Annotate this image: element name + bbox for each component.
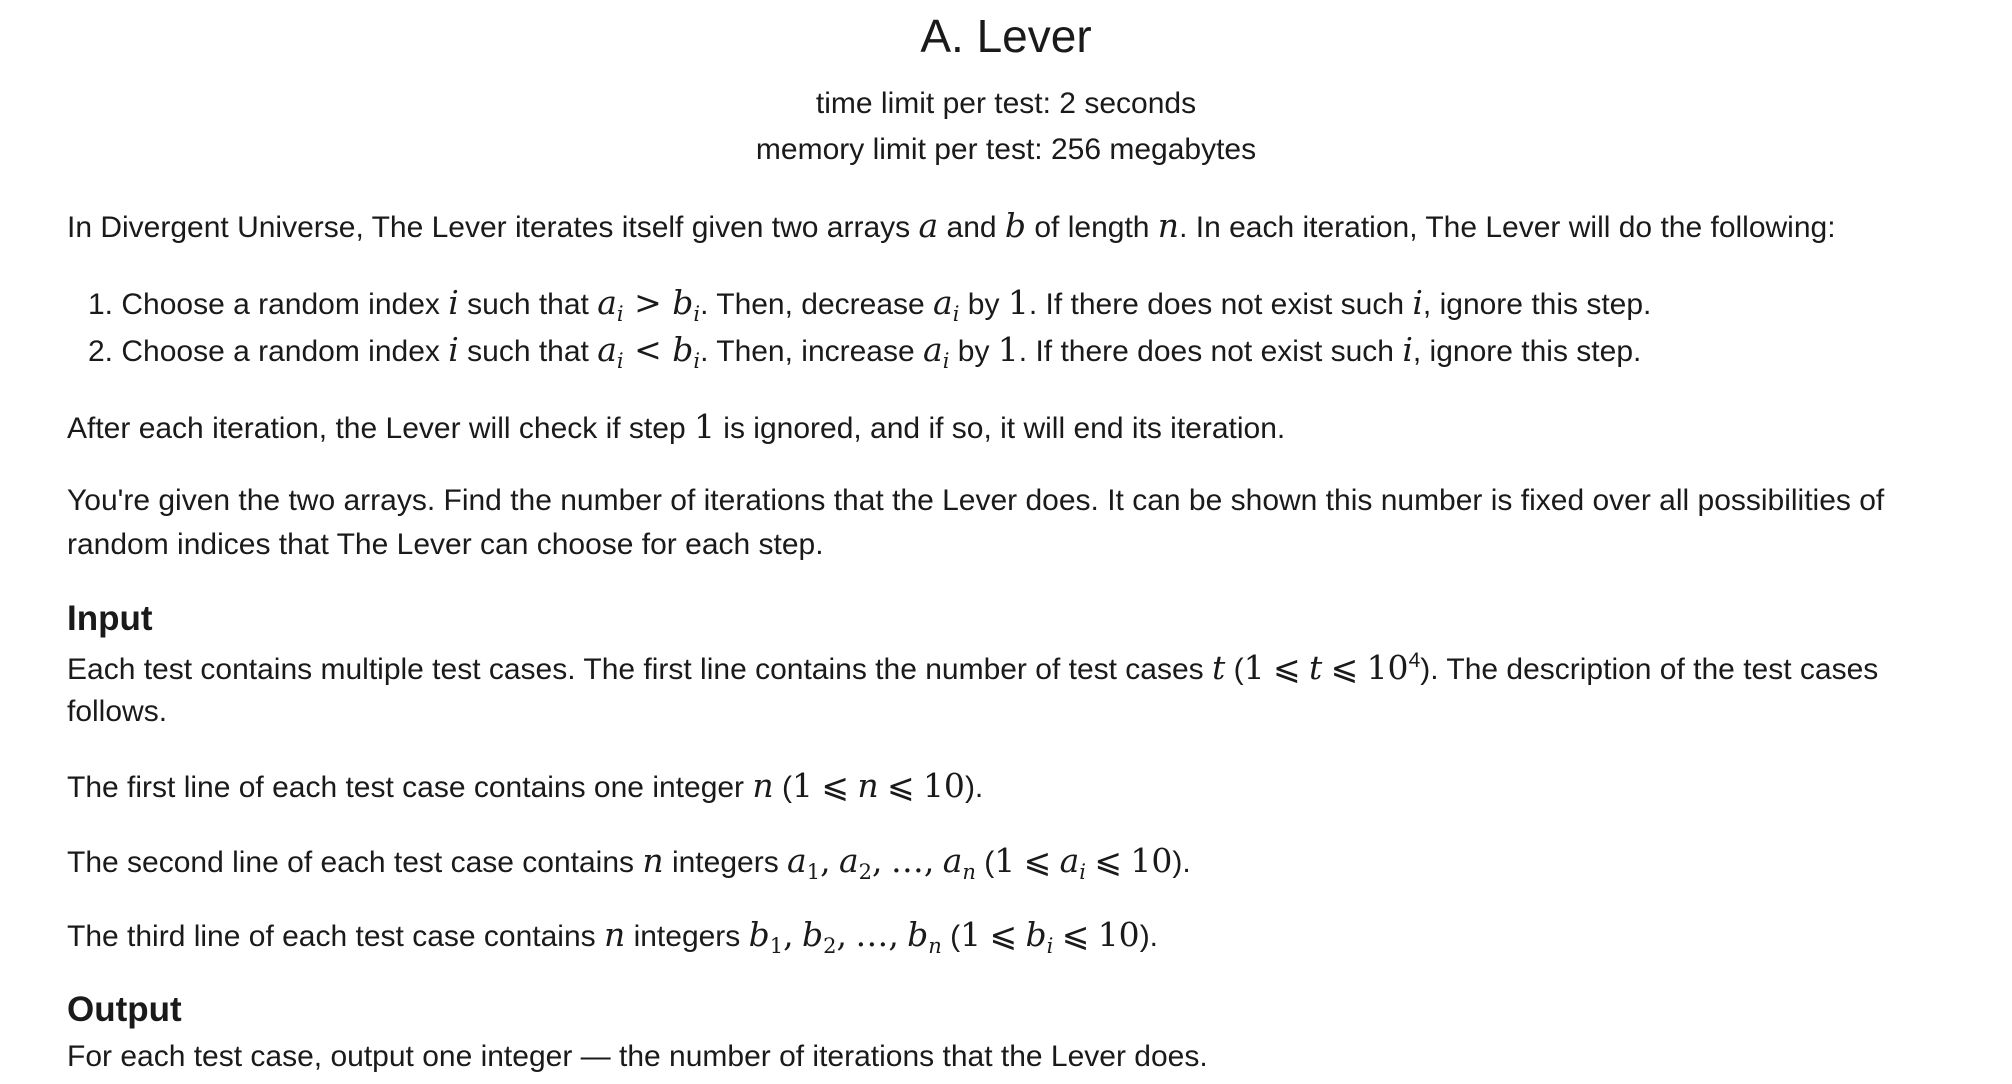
time-limit: time limit per test: 2 seconds: [815, 87, 1197, 120]
input-test-count-paragraph: Each test contains multiple test cases. The first line contains the number of test cases t (1 ⩽ t ⩽ $10^4$). The description of the test cases: [67, 648, 1879, 687]
after-iteration-paragraph: After each iteration, the Lever will check if step 1 is ignored, and if so, it will end its iteration.: [67, 407, 1286, 446]
input-test-count-paragraph-line-2: follows.: [67, 695, 168, 728]
input-b-paragraph: The third line of each test case contains n integers $b_1$, $b_2$, …, $b_n$ (1 ⩽ $b_i$ ⩽ 10).: [67, 915, 1159, 958]
problem-title: A. Lever: [920, 10, 1092, 62]
intro-paragraph: In Divergent Universe, The Lever iterates itself given two arrays a and b of length n. In each iteration, The Lever will do the following:: [67, 206, 1836, 245]
given-paragraph-line-1: You're given the two arrays. Find the number of iterations that the Lever does. It can be shown this number is fixed over all possibilities of: [67, 484, 1885, 517]
step-1-item: 1. Choose a random index i such that $a_i > b_i$. Then, decrease $a_i$ by 1. If there does not exist such i, ignore this step.: [88, 283, 1652, 326]
output-paragraph: For each test case, output one integer — the number of iterations that the Lever does.: [67, 1040, 1208, 1073]
input-heading: Input: [67, 599, 153, 638]
step-2-item: 2. Choose a random index i such that $a_i < b_i$. Then, increase $a_i$ by 1. If there does not exist such i, ignore this step.: [88, 330, 1642, 373]
memory-limit: memory limit per test: 256 megabytes: [755, 133, 1257, 166]
output-heading: Output: [67, 990, 182, 1029]
input-n-paragraph: The first line of each test case contains one integer n (1 ⩽ n ⩽ 10).: [67, 766, 984, 805]
input-a-paragraph: The second line of each test case contains n integers $a_1$, $a_2$, …, $a_n$ (1 ⩽ $a_i$ ⩽ 10).: [67, 841, 1191, 884]
given-paragraph-line-2: random indices that The Lever can choose for each step.: [67, 528, 824, 561]
